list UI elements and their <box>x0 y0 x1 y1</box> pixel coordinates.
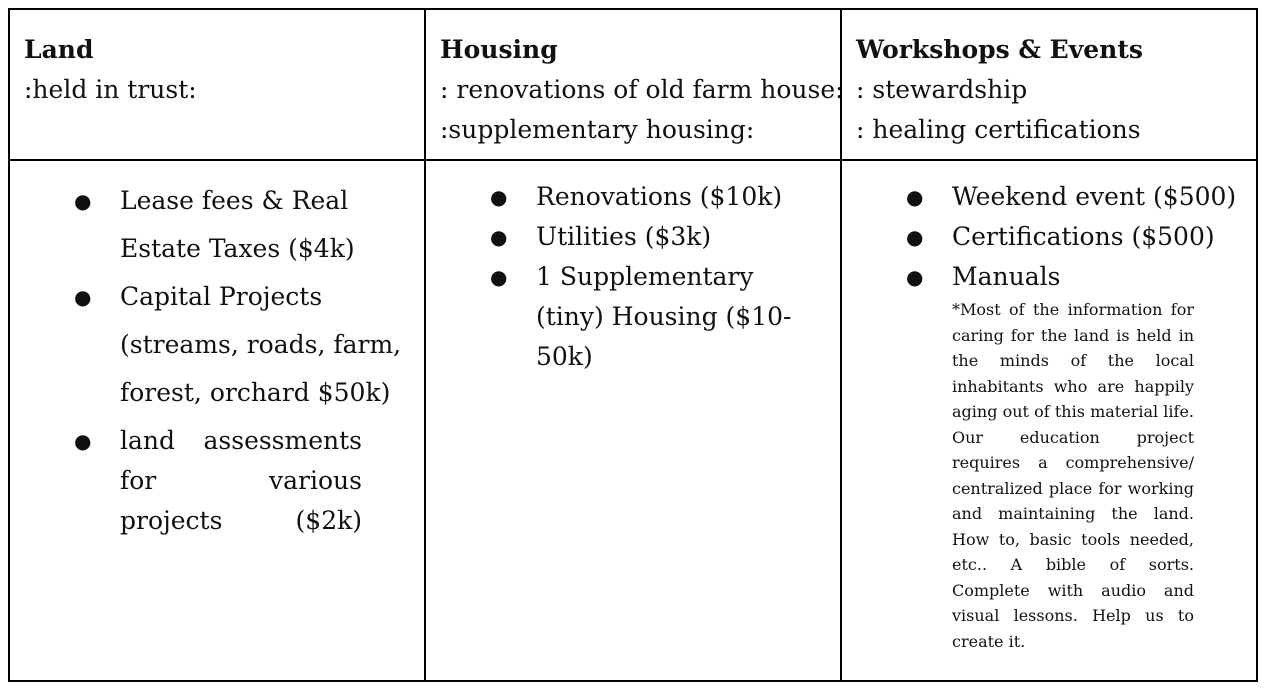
housing-subtitle: : renovations of old farm house: <box>440 75 844 104</box>
workshops-header-cell <box>841 9 1257 160</box>
header-row <box>9 9 1257 160</box>
land-items-list <box>74 177 404 541</box>
bullet-icon: ● <box>906 225 924 249</box>
list-item <box>74 421 404 541</box>
list-item-text: 1 Supplementary (tiny) Housing ($10-50k) <box>536 262 792 371</box>
bullet-icon: ● <box>74 429 92 453</box>
list-item <box>906 177 1242 217</box>
list-item <box>490 217 826 257</box>
list-item-text: Capital Projects (streams, roads, farm, forest, orchard $50k) <box>120 282 402 407</box>
budget-table <box>8 8 1258 682</box>
land-title: Land <box>24 35 94 64</box>
housing-body-cell <box>425 160 841 681</box>
bullet-icon: ● <box>490 185 508 209</box>
land-body-cell <box>9 160 425 681</box>
manuals-note: *Most of the information for caring for the land is held in the minds of the local inhabitants who are happily aging out of this material life. Our education project requires a comprehensive/ centralized place for working and maintaining the land. How to, basic tools needed, etc.. A bible of sorts. Complete with audio and visual lessons. Help us to create it. <box>952 300 1194 651</box>
list-item-text: Manuals <box>952 262 1061 291</box>
workshops-title: Workshops & Events <box>856 35 1143 64</box>
bullet-icon: ● <box>74 189 92 213</box>
bullet-icon: ● <box>490 265 508 289</box>
bullet-icon: ● <box>906 265 924 289</box>
housing-title: Housing <box>440 35 558 64</box>
list-item-text: Certifications ($500) <box>952 222 1215 251</box>
land-header-cell <box>9 9 425 160</box>
list-item <box>490 177 826 217</box>
list-item-text: Utilities ($3k) <box>536 222 712 251</box>
land-subtitle: :held in trust: <box>24 75 197 104</box>
list-item <box>906 257 1242 297</box>
list-item <box>74 273 404 417</box>
list-item <box>74 177 404 273</box>
housing-subtitle: :supplementary housing: <box>440 115 755 144</box>
workshops-body-cell <box>841 160 1257 681</box>
housing-header-cell <box>425 9 844 160</box>
list-item-text: land assessments for various projects ($2k) <box>120 426 362 535</box>
housing-items-list <box>490 177 826 377</box>
workshops-subtitle: : healing certifications <box>856 115 1141 144</box>
bullet-icon: ● <box>74 285 92 309</box>
list-item <box>906 217 1242 257</box>
list-item-text: Weekend event ($500) <box>952 182 1237 211</box>
list-item-text: Renovations ($10k) <box>536 182 783 211</box>
body-row <box>9 160 1257 681</box>
list-item-text: Lease fees & Real Estate Taxes ($4k) <box>120 186 355 263</box>
workshops-items-list <box>906 177 1242 297</box>
bullet-icon: ● <box>906 185 924 209</box>
list-item <box>490 257 826 377</box>
bullet-icon: ● <box>490 225 508 249</box>
workshops-subtitle: : stewardship <box>856 75 1028 104</box>
